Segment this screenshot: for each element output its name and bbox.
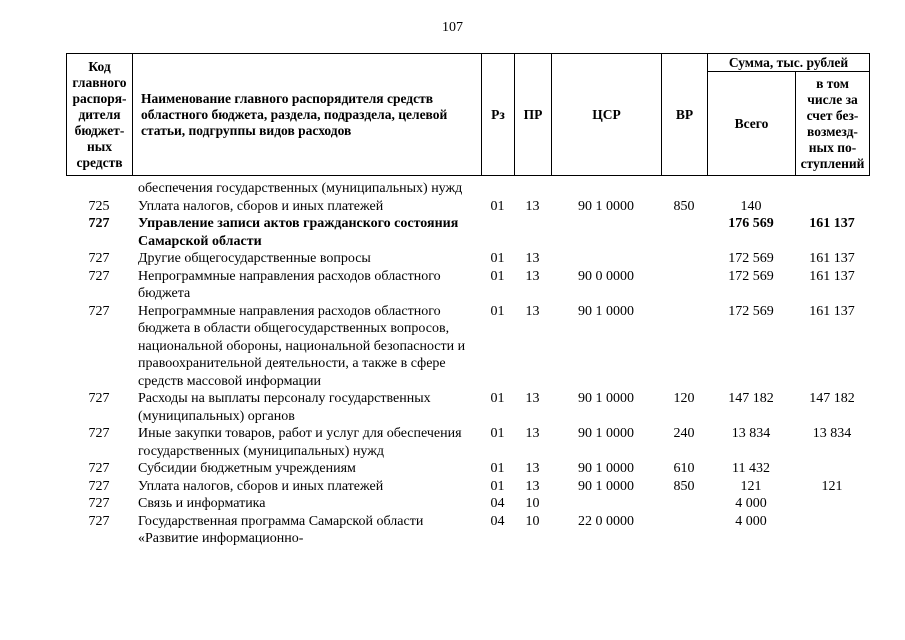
cell-vr [661, 215, 707, 250]
cell-pr: 13 [525, 391, 540, 406]
header-name: Наименование главного распорядителя средств областного бюджета, раздела, подраздела, целевой статьи, подгруппы видов расходов [133, 54, 482, 176]
cell-total [707, 180, 795, 198]
cell-vr [661, 268, 707, 303]
cell-csr: 90 1 0000 [578, 461, 634, 476]
cell-total: 176 569 [728, 216, 774, 231]
header-code: Код главного распоря- дителя бюджет- ных средств [67, 54, 133, 176]
table-row [66, 425, 869, 460]
cell-pr: 13 [525, 426, 540, 441]
cell-csr: 90 1 0000 [578, 391, 634, 406]
cell-code: 727 [88, 461, 110, 476]
cell-vr [661, 303, 707, 391]
cell-csr: 22 0 0000 [578, 513, 634, 529]
cell-code: 727 [88, 216, 110, 231]
cell-csr: 90 1 0000 [578, 478, 634, 494]
cell-code: 727 [88, 478, 110, 494]
cell-vr: 240 [673, 426, 695, 441]
cell-total: 172 569 [728, 303, 774, 319]
cell-name: Связь и информатика [138, 496, 266, 511]
table-row [66, 513, 869, 548]
cell-rz: 01 [490, 426, 505, 441]
cell-rz: 01 [490, 303, 505, 319]
header-total: Всего [708, 72, 796, 176]
cell-name: Уплата налогов, сборов и иных платежей [138, 478, 384, 494]
cell-pr: 13 [525, 251, 540, 266]
cell-vr [661, 513, 707, 548]
cell-name: Иные закупки товаров, работ и услуг для обеспечения государственных (муниципальных) нужд [138, 426, 462, 459]
cell-name: Другие общегосударственные вопросы [138, 251, 371, 266]
cell-total: 4 000 [735, 496, 767, 511]
cell-gratis [795, 180, 869, 198]
table-row [66, 460, 869, 478]
cell-pr [514, 180, 551, 198]
page-number: 107 [442, 20, 463, 35]
cell-rz: 01 [490, 461, 505, 476]
header-csr: ЦСР [552, 54, 662, 176]
cell-gratis: 147 182 [809, 391, 855, 406]
cell-gratis: 161 137 [809, 216, 855, 231]
table-row [66, 250, 869, 268]
data-table [66, 180, 869, 548]
cell-csr [551, 250, 661, 268]
table-row [66, 390, 869, 425]
cell-gratis [795, 198, 869, 216]
cell-pr: 10 [525, 513, 540, 529]
cell-vr: 850 [673, 478, 695, 494]
cell-pr: 13 [525, 478, 540, 494]
cell-code: 727 [88, 251, 110, 266]
header-sum: Сумма, тыс. рублей [708, 54, 870, 72]
cell-gratis [795, 495, 869, 513]
cell-rz: 01 [490, 478, 505, 494]
cell-gratis: 121 [821, 478, 843, 494]
cell-vr [661, 250, 707, 268]
cell-name: Уплата налогов, сборов и иных платежей [138, 198, 384, 214]
cell-total: 172 569 [728, 251, 774, 266]
cell-gratis: 13 834 [812, 426, 852, 441]
cell-rz [481, 180, 514, 198]
cell-gratis [795, 460, 869, 478]
cell-name: Расходы на выплаты персоналу государственных (муниципальных) органов [138, 391, 431, 424]
cell-pr: 13 [525, 198, 540, 214]
cell-vr [661, 180, 707, 198]
cell-rz: 01 [490, 268, 505, 284]
header-vr: ВР [662, 54, 708, 176]
cell-pr: 13 [525, 461, 540, 476]
table-row [66, 180, 869, 198]
table-row [66, 478, 869, 496]
cell-code: 727 [88, 268, 110, 284]
cell-gratis: 161 137 [809, 251, 855, 266]
table-row [66, 303, 869, 391]
cell-total: 13 834 [731, 426, 771, 441]
cell-pr: 13 [525, 303, 540, 319]
cell-total: 121 [740, 478, 762, 494]
cell-name: Управление записи актов гражданского состояния Самарской области [138, 216, 459, 249]
cell-name: обеспечения государственных (муниципальных) нужд [138, 181, 463, 196]
cell-total: 11 432 [732, 461, 770, 476]
cell-total: 147 182 [728, 391, 774, 406]
header-gratis: в том числе за счет без- возмезд- ных по- ступлений [796, 72, 870, 176]
cell-code [66, 180, 132, 198]
table-header [66, 53, 870, 176]
cell-csr: 90 1 0000 [578, 198, 634, 214]
table-row [66, 495, 869, 513]
cell-vr: 850 [673, 198, 695, 214]
cell-name: Субсидии бюджетным учреждениям [138, 461, 356, 476]
cell-pr: 10 [525, 496, 540, 511]
cell-csr: 90 1 0000 [578, 426, 634, 441]
cell-csr [551, 180, 661, 198]
cell-total: 4 000 [735, 513, 767, 529]
cell-vr: 120 [673, 391, 695, 406]
cell-code: 727 [88, 513, 110, 529]
header-rz: Рз [482, 54, 515, 176]
cell-code: 725 [88, 198, 110, 214]
cell-code: 727 [88, 426, 110, 441]
cell-total: 172 569 [728, 268, 774, 284]
cell-rz: 01 [490, 391, 505, 406]
cell-pr [514, 215, 551, 250]
cell-code: 727 [88, 496, 110, 511]
cell-vr: 610 [673, 461, 695, 476]
cell-name: Непрограммные направления расходов областного бюджета [138, 268, 441, 301]
cell-csr [551, 495, 661, 513]
cell-rz: 04 [490, 496, 505, 511]
cell-rz: 01 [490, 251, 505, 266]
cell-name: Непрограммные направления расходов областного бюджета в области общегосударственных вопросов, национальной обороны, национальной безопасности и правоохранительной деятельности, а также в сфере средств массовой информации [138, 303, 466, 389]
cell-pr: 13 [525, 268, 540, 284]
cell-rz [481, 215, 514, 250]
table-row [66, 268, 869, 303]
cell-csr [551, 215, 661, 250]
cell-csr: 90 1 0000 [578, 303, 634, 319]
cell-csr: 90 0 0000 [578, 268, 634, 284]
cell-rz: 01 [490, 198, 505, 214]
cell-rz: 04 [490, 513, 505, 529]
table-row [66, 215, 869, 250]
table-row [66, 198, 869, 216]
cell-name: Государственная программа Самарской области «Развитие информационно- [138, 513, 424, 546]
header-pr: ПР [515, 54, 552, 176]
cell-total: 140 [740, 198, 762, 214]
cell-code: 727 [88, 303, 110, 319]
cell-gratis: 161 137 [809, 268, 855, 284]
cell-vr [661, 495, 707, 513]
cell-code: 727 [88, 391, 110, 406]
cell-gratis [795, 513, 869, 548]
cell-gratis: 161 137 [809, 303, 855, 319]
